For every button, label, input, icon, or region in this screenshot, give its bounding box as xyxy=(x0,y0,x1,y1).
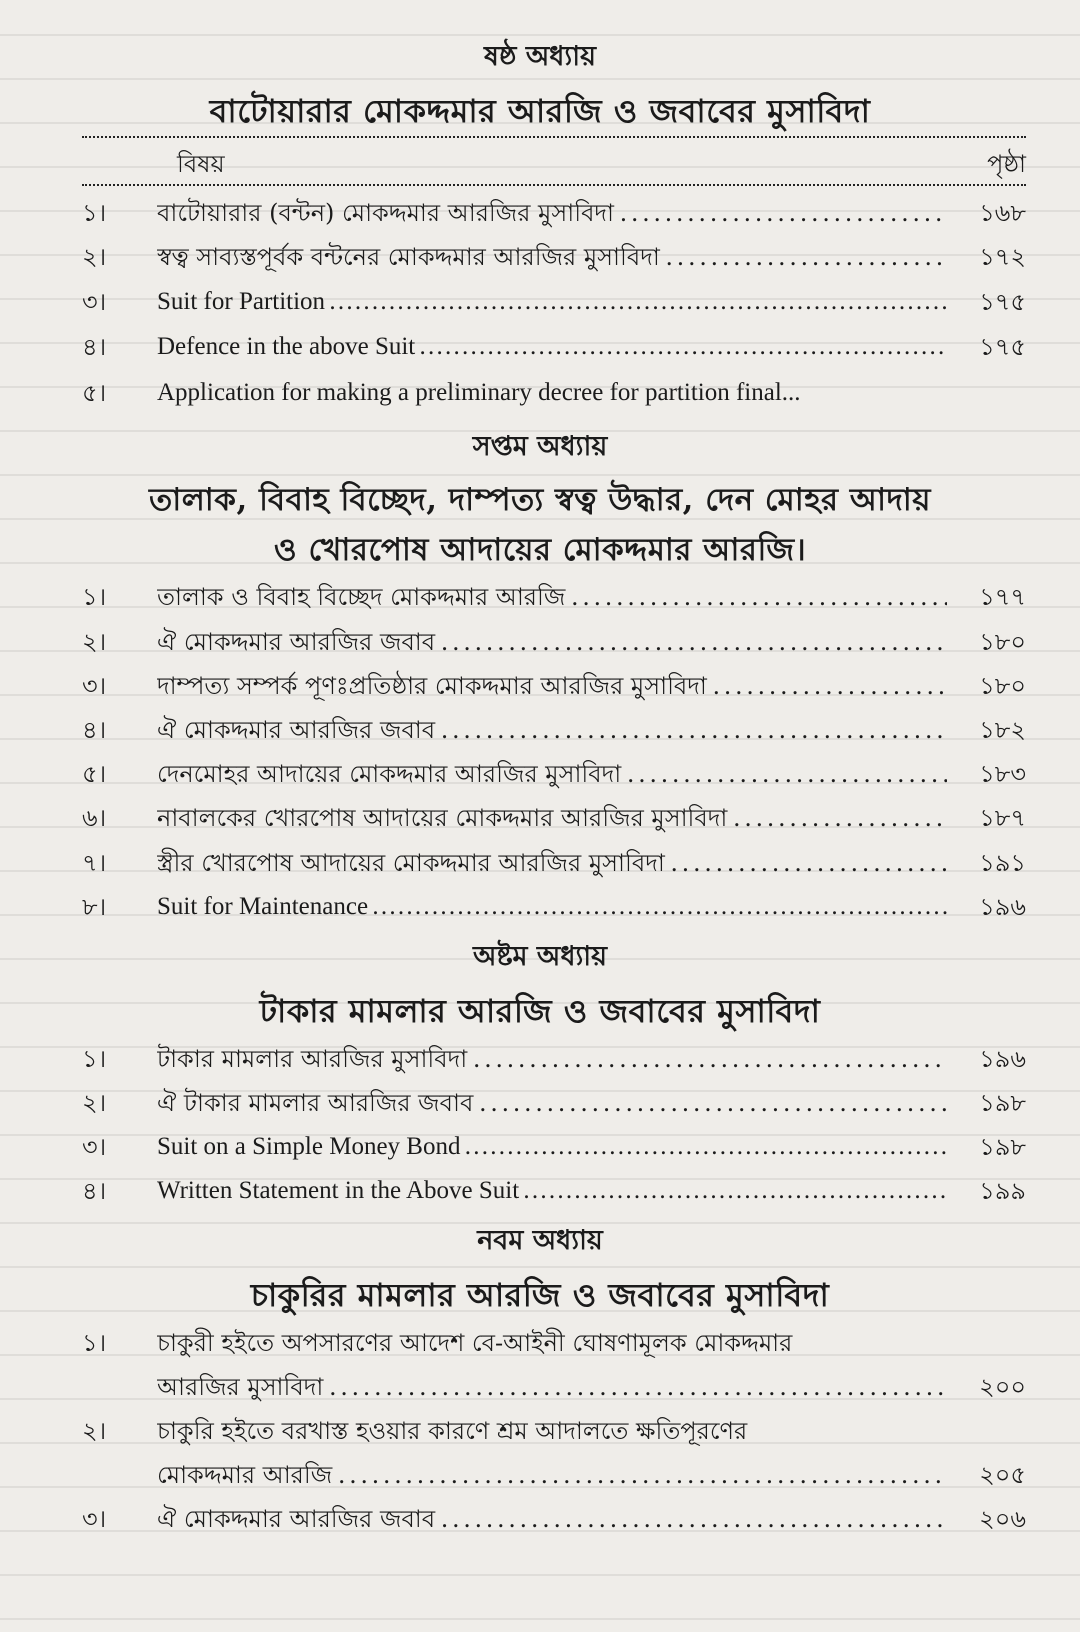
chapter-8-title: টাকার মামলার আরজি ও জবাবের মুসাবিদা xyxy=(259,992,821,1030)
entry-page: ১৭২ xyxy=(979,243,1026,271)
entry-page: ১৭৫ xyxy=(979,288,1026,316)
entry-text: Written Statement in the Above Suit . . . xyxy=(157,1174,947,1208)
entry-number: ৪। xyxy=(82,716,107,744)
entry-text: স্ত্রীর খোরপোষ আদায়ের মোকদ্দমার আরজির মুসাবিদা . . . xyxy=(157,846,947,880)
entry-text: ঐ মোকদ্দমার আরজির জবাব . . . xyxy=(157,625,947,659)
entry-page: ১৮৩ xyxy=(979,760,1026,788)
entry-number: ১। xyxy=(82,1045,107,1073)
entry-text: ঐ মোকদ্দমার আরজির জবাব . . . xyxy=(157,1502,947,1536)
toc-entry xyxy=(82,285,1026,319)
entry-number: ৩। xyxy=(82,288,107,316)
toc-entry xyxy=(82,1086,1026,1120)
entry-number: ২। xyxy=(82,1417,107,1445)
toc-entry xyxy=(82,669,1026,703)
entry-text: Suit on a Simple Money Bond . . . xyxy=(157,1130,947,1164)
entry-page: ১৯১ xyxy=(979,849,1026,877)
entry-page: ১৯৮ xyxy=(979,1133,1026,1161)
toc-entry xyxy=(82,801,1026,835)
entry-page: ১৮০ xyxy=(979,628,1026,656)
entry-text-continued: আরজির মুসাবিদা . . . xyxy=(157,1370,947,1404)
toc-entry xyxy=(82,1502,1026,1536)
toc-entry xyxy=(82,1042,1026,1076)
entry-text: ঐ টাকার মামলার আরজির জবাব . . . xyxy=(157,1086,947,1120)
entry-number: ৪। xyxy=(82,1177,107,1205)
chapter-9-title: চাকুরির মামলার আরজি ও জবাবের মুসাবিদা xyxy=(250,1276,830,1314)
entry-page: ১৭৭ xyxy=(979,583,1026,611)
entry-number: ৩। xyxy=(82,1505,107,1533)
entry-text: Defence in the above Suit . . . xyxy=(157,330,947,364)
header-subject: বিষয় xyxy=(177,150,225,178)
entry-number: ২। xyxy=(82,628,107,656)
entry-page: ১৮২ xyxy=(979,716,1026,744)
entry-number: ১। xyxy=(82,199,107,227)
entry-text: নাবালকের খোরপোষ আদায়ের মোকদ্দমার আরজির মুসাবিদা . . . xyxy=(157,801,947,835)
chapter-7-title-line1: তালাক, বিবাহ বিচ্ছেদ, দাম্পত্য স্বত্ব উদ্ধার, দেন মোহর আদায় xyxy=(148,482,932,518)
entry-text: ঐ মোকদ্দমার আরজির জবাব . . . xyxy=(157,713,947,747)
entry-text: চাকুরি হইতে বরখাস্ত হওয়ার কারণে শ্রম আদালতে ক্ষতিপূরণের xyxy=(157,1417,748,1445)
entry-text: বাটোয়ারার (বন্টন) মোকদ্দমার আরজির মুসাবিদা . . . xyxy=(157,196,947,230)
entry-number: ৬। xyxy=(82,804,107,832)
entry-page: ১৮৭ xyxy=(979,804,1026,832)
chapter-7-label: সপ্তম অধ্যায় xyxy=(472,431,608,462)
entry-text: তালাক ও বিবাহ বিচ্ছেদ মোকদ্দমার আরজি . . . xyxy=(157,580,947,614)
toc-entry xyxy=(82,890,1026,924)
entry-number: ৮। xyxy=(82,893,107,921)
entry-number: ৪। xyxy=(82,333,107,361)
entry-page: ২০৬ xyxy=(979,1505,1026,1533)
toc-entry xyxy=(82,196,1026,230)
entry-page: ১৯৬ xyxy=(979,893,1026,921)
entry-page: ১৯৬ xyxy=(979,1045,1026,1073)
entry-page: ২০০ xyxy=(979,1373,1026,1401)
entry-number: ১। xyxy=(82,583,107,611)
entry-text-continued: মোকদ্দমার আরজি . . . xyxy=(157,1458,947,1492)
chapter-6-title: বাটোয়ারার মোকদ্দমার আরজি ও জবাবের মুসাবিদা xyxy=(209,92,871,130)
entry-number: ৫। xyxy=(82,760,107,788)
entry-number: ৩। xyxy=(82,672,107,700)
chapter-7-title-line2: ও খোরপোষ আদায়ের মোকদ্দমার আরজি। xyxy=(273,532,807,568)
toc-entry xyxy=(82,580,1026,614)
entry-number: ৩। xyxy=(82,1133,107,1161)
entry-number: ২। xyxy=(82,1089,107,1117)
entry-page: ১৬৮ xyxy=(979,199,1026,227)
entry-text: টাকার মামলার আরজির মুসাবিদা . . . xyxy=(157,1042,947,1076)
toc-entry xyxy=(82,330,1026,364)
entry-page: ১৮০ xyxy=(979,672,1026,700)
entry-number: ১। xyxy=(82,1329,107,1357)
header-page: পৃষ্ঠা xyxy=(987,150,1026,178)
entry-text: Suit for Partition . . . xyxy=(157,285,947,319)
entry-text: Suit for Maintenance . . . xyxy=(157,890,947,924)
toc-entry xyxy=(82,1174,1026,1208)
entry-text: চাকুরী হইতে অপসারণের আদেশ বে-আইনী ঘোষণামূলক মোকদ্দমার xyxy=(157,1329,793,1357)
chapter-6-label: ষষ্ঠ অধ্যায় xyxy=(484,41,596,72)
entry-number: ৭। xyxy=(82,849,107,877)
entry-page: ১৭৫ xyxy=(979,333,1026,361)
toc-entry xyxy=(82,1414,1026,1448)
entry-page: ১৯৯ xyxy=(979,1177,1026,1205)
entry-page: ২০৫ xyxy=(979,1461,1026,1489)
toc-entry-continued xyxy=(82,1370,1026,1404)
entry-text: দাম্পত্য সম্পর্ক পূণঃপ্রতিষ্ঠার মোকদ্দমার আরজির মুসাবিদা . . . xyxy=(157,669,947,703)
toc-entry xyxy=(82,713,1026,747)
toc-entry xyxy=(82,376,1026,410)
toc-entry xyxy=(82,1130,1026,1164)
entry-text: স্বত্ব সাব্যস্তপূর্বক বন্টনের মোকদ্দমার আরজির মুসাবিদা . . . xyxy=(157,240,947,274)
chapter-9-label: নবম অধ্যায় xyxy=(477,1225,603,1256)
entry-text: দেনমোহর আদায়ের মোকদ্দমার আরজির মুসাবিদা . . . xyxy=(157,757,947,791)
toc-entry xyxy=(82,240,1026,274)
header-top-rule xyxy=(82,136,1026,138)
toc-entry xyxy=(82,757,1026,791)
entry-text: Application for making a preliminary decree for partition final... xyxy=(157,379,801,406)
entry-number: ২। xyxy=(82,243,107,271)
toc-entry-continued xyxy=(82,1458,1026,1492)
entry-number: ৫। xyxy=(82,379,107,407)
toc-entry xyxy=(82,846,1026,880)
toc-entry xyxy=(82,1326,1026,1360)
header-bottom-rule xyxy=(82,184,1026,186)
chapter-8-label: অষ্টম অধ্যায় xyxy=(472,941,608,972)
entry-page: ১৯৮ xyxy=(979,1089,1026,1117)
toc-entry xyxy=(82,625,1026,659)
